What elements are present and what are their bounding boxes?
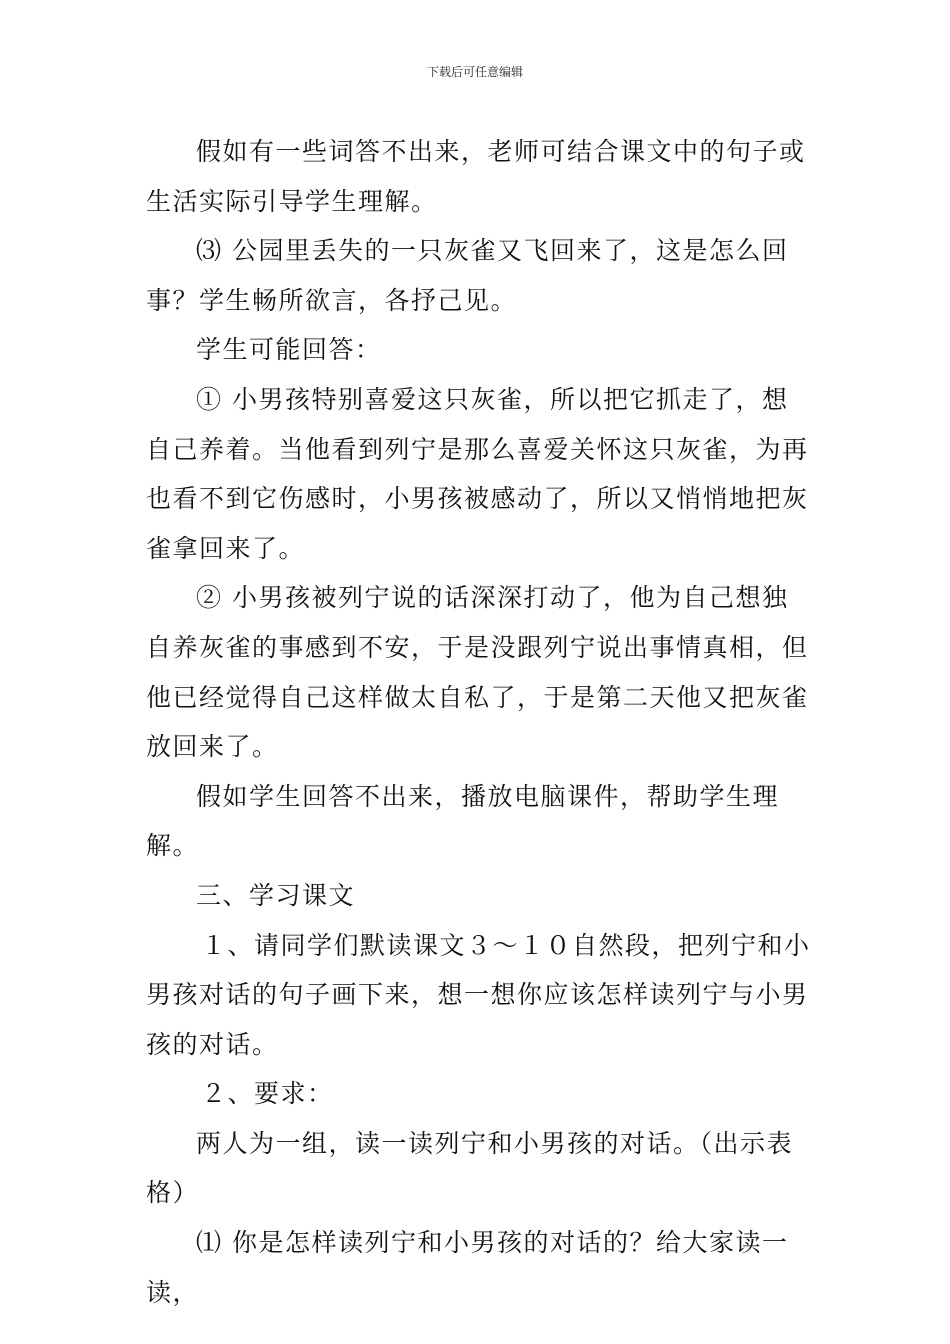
paragraph-possible-answers: 学生可能回答： (196, 335, 382, 365)
paragraph-answer-2: ② 小男孩被列宁说的话深深打动了，他为自己想独自养灰雀的事感到不安，于是没跟列宁说出事情真相，但他已经觉得自己这样做太自私了，于是第二天他又把灰雀放回来了。 (146, 583, 809, 762)
paragraph-task-2-requirements: ２、要求： (201, 1079, 334, 1109)
paragraph-vocabulary-guidance: 假如有一些词答不出来，老师可结合课文中的句子或生活实际引导学生理解。 (146, 137, 806, 216)
paragraph-answer-1: ① 小男孩特别喜爱这只灰雀，所以把它抓走了，想自己养着。当他看到列宁是那么喜爱关怀这只灰雀，为再也看不到它伤感时，小男孩被感动了，所以又悄悄地把灰雀拿回来了。 (146, 384, 809, 563)
paragraph-courseware: 假如学生回答不出来，播放电脑课件，帮助学生理解。 (146, 781, 780, 861)
paragraph-question-3: ⑶ 公园里丢失的一只灰雀又飞回来了，这是怎么回事？学生畅所欲言，各抒己见。 (146, 236, 789, 315)
document-body (146, 127, 812, 1317)
paragraph-group-reading: 两人为一组，读一读列宁和小男孩的对话。（出示表格） (146, 1128, 794, 1208)
paragraph-question-1: ⑴ 你是怎样读列宁和小男孩的对话的？给大家读一读， (146, 1228, 789, 1307)
section-heading-study-text: 三、学习课文 (196, 880, 356, 910)
paragraph-task-1: １、请同学们默读课文３～１０自然段，把列宁和小男孩对话的句子画下来，想一想你应该怎样读列宁与小男孩的对话。 (146, 930, 811, 1059)
page-header: 下载后可任意编辑 (426, 65, 523, 79)
